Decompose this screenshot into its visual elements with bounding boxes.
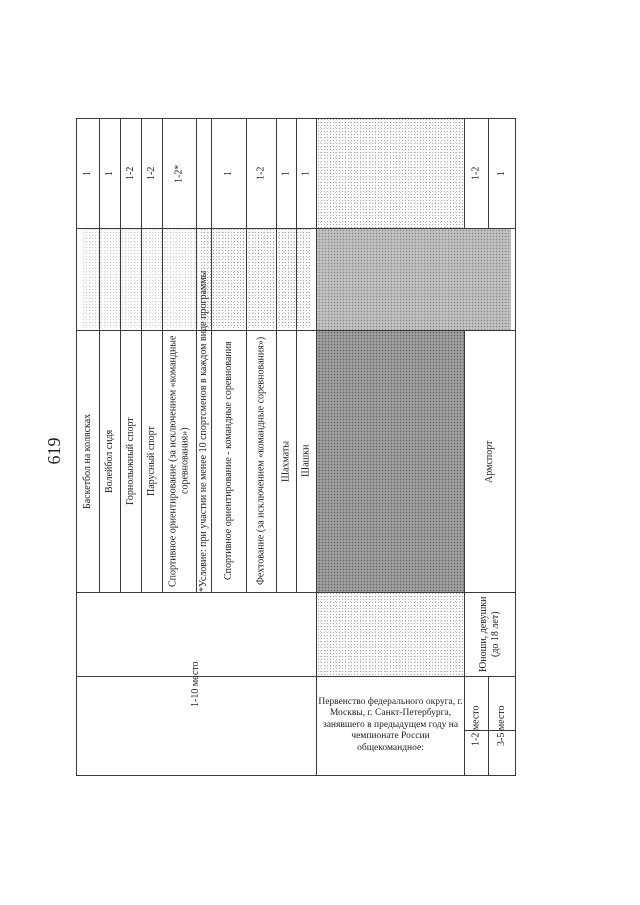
sport-name-chess: Шахматы <box>280 440 292 482</box>
sport-name-sitting-volleyball: Волейбол сидя <box>104 429 115 493</box>
sport-value: 1 <box>82 171 93 176</box>
condition-note: *Условие: при участии не менее 10 спортсменов в каждом виде программы <box>198 270 209 592</box>
sport-name-checkers: Шашки <box>300 444 312 478</box>
sport-value: 1 <box>104 171 115 176</box>
sport-value: 1 <box>300 171 312 176</box>
sport-value: 1 <box>223 171 234 176</box>
sport-value: 1-2 <box>255 166 267 181</box>
lower-place-value: 1-2 <box>470 166 482 181</box>
sport-name-wheelchair-basketball: Баскетбол на колясках <box>82 413 93 509</box>
age-group: Юноши, девушки (до 18 лет) <box>478 596 501 673</box>
lower-place-value: 1 <box>496 171 507 176</box>
shade-lower-sport <box>317 330 464 592</box>
lower-place: 1-2 место <box>470 705 482 747</box>
sport-value: 1-2 <box>146 166 157 181</box>
page-number: 619 <box>44 437 64 465</box>
sport-value: 1 <box>280 171 292 176</box>
outer-right <box>515 118 516 776</box>
lower-place: 3-5 место <box>496 705 507 747</box>
lower-sport: Армспорт <box>484 440 495 483</box>
sport-name-orienteering: Спортивное ориентирование (за исключением «командные соревнования») <box>167 335 191 587</box>
shade-lower-competition <box>317 592 464 676</box>
sport-name-sailing: Парусный спорт <box>146 426 157 496</box>
sport-name-alpine-skiing: Горнолыжный спорт <box>125 417 136 505</box>
sport-value: 1-2* <box>173 164 185 183</box>
shade-lower-rank <box>317 228 511 330</box>
upper-place: 1-10 место <box>190 661 201 707</box>
sport-name-orienteering-team: Спортивное ориентирование - командные соревнования <box>223 341 234 581</box>
shade-lower-value <box>317 118 464 228</box>
sport-name-fencing: Фехтование (за исключением «командные соревнования») <box>255 336 267 586</box>
competition-name: Первенство федерального округа, г. Москвы, г. Санкт-Петербурга, занявшего в предыдущем году на чемпионате России общекомандное: <box>318 696 463 753</box>
sport-value: 1-2 <box>125 166 136 181</box>
